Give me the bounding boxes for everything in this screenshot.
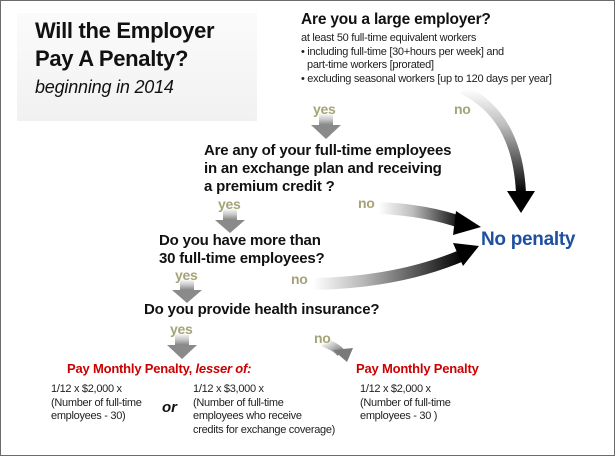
question-line: a premium credit ? xyxy=(204,178,335,195)
arrow-q1-no-head xyxy=(507,191,535,213)
title-line-2: Pay A Penalty? xyxy=(35,46,189,71)
question-health-insurance: Do you provide health insurance? xyxy=(144,301,380,318)
formula-b xyxy=(193,383,353,437)
formula-line: (Number of full-time xyxy=(193,396,284,409)
label-no-q1: no xyxy=(454,101,471,117)
formula-line: credits for exchange coverage) xyxy=(193,423,336,436)
detail-line: part-time workers [prorated] xyxy=(307,59,434,71)
or-separator: or xyxy=(162,399,177,416)
page-title xyxy=(35,17,214,73)
penalty-title-text: Pay Monthly Penalty, xyxy=(67,361,193,376)
arrow-q4-no-head xyxy=(333,348,353,362)
question-line: in an exchange plan and receiving xyxy=(204,160,442,177)
outcome-penalty: Pay Monthly Penalty xyxy=(356,361,479,376)
label-yes-q3: yes xyxy=(175,267,198,283)
formula-a xyxy=(51,383,161,424)
outcome-penalty-lesser-of xyxy=(67,361,251,376)
formula-line: 1/12 x $2,000 x xyxy=(360,383,431,395)
question-line: Do you have more than xyxy=(159,232,321,249)
label-no-q3: no xyxy=(291,271,308,287)
label-yes-q4: yes xyxy=(170,321,193,337)
label-yes-q2: yes xyxy=(218,196,241,212)
formula-c xyxy=(360,383,490,424)
label-no-q4: no xyxy=(314,330,331,346)
page-subtitle: beginning in 2014 xyxy=(35,77,174,97)
question-exchange-credit xyxy=(204,142,484,196)
formula-line: employees who receive xyxy=(193,410,302,422)
arrow-q2-no-head xyxy=(453,211,481,235)
formula-line: (Number of full-time xyxy=(360,396,451,409)
large-employer-details xyxy=(301,32,613,86)
label-no-q2: no xyxy=(358,195,375,211)
formula-line: employees - 30) xyxy=(51,410,126,422)
formula-line: 1/12 x $2,000 x xyxy=(51,383,122,395)
title-box xyxy=(17,13,257,121)
detail-line: at least 50 full-time equivalent workers xyxy=(301,32,477,44)
question-line: 30 full-time employees? xyxy=(159,250,325,267)
formula-line: (Number of full-time xyxy=(51,396,142,409)
penalty-lesser-of: lesser of: xyxy=(195,361,252,376)
arrow-q2-no-shaft xyxy=(379,208,463,223)
outcome-no-penalty: No penalty xyxy=(481,229,576,250)
title-line-1: Will the Employer xyxy=(35,18,215,43)
question-large-employer: Are you a large employer? xyxy=(301,11,491,28)
formula-line: employees - 30 ) xyxy=(360,410,438,422)
detail-line: • excluding seasonal workers [up to 120 days per year] xyxy=(301,72,552,85)
formula-line: 1/12 x $3,000 x xyxy=(193,383,264,395)
label-yes-q1: yes xyxy=(313,101,336,117)
question-more-than-30 xyxy=(159,232,339,268)
question-line: Are any of your full-time employees xyxy=(204,142,452,159)
detail-line: • including full-time [30+hours per week] and xyxy=(301,45,504,58)
